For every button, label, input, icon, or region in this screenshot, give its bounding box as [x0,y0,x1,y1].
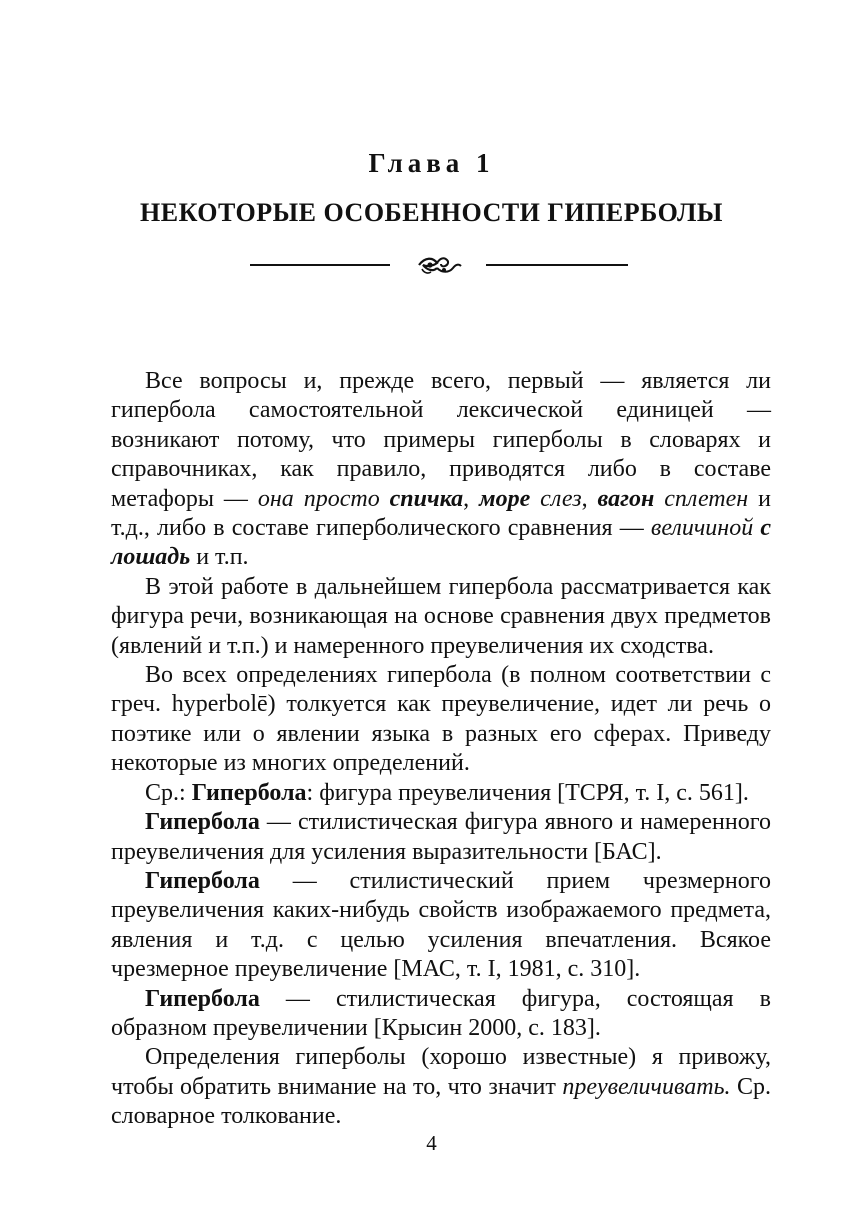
text-run: и т.п. [190,544,249,571]
text-run: Все вопросы и, прежде всего, первый — является ли гипербола самостоятельной лексической единицей — возникают потому, что примеры гиперболы в словарях и справочниках, как правило, приводятся либо в составе метафоры — [111,368,771,512]
example-bold-italic: вагон [597,485,655,512]
text-run: и т.д., либо в составе гиперболического сравнения — [111,485,771,542]
chapter-title: НЕКОТОРЫЕ ОСОБЕННОСТИ ГИПЕРБОЛЫ [140,198,723,227]
title-ornament [250,253,630,277]
example-italic: она просто [257,485,380,512]
definition-term: Гипербола [145,985,260,1012]
example-italic: преувеличивать. [562,1073,731,1100]
definition-text: : фигура преувеличения [ТСРЯ, т. I, с. 561]. [306,779,749,806]
example-italic: сплетен [664,485,749,512]
definition-text: — стилистический прием чрезмерного преувеличения каких-нибудь свойств изображаемого предмета, явления и т.д. с целью усиления впечатления. Всякое чрезмерное преувеличение [МАС, т. I, 1981, с. 310]. [111,867,771,983]
text-run: , [463,485,480,512]
example-bold-italic: спичка [389,485,464,512]
definition-text: — стилистическая фигура, состоящая в образном преувеличении [Крысин 2000, с. 183]. [111,985,771,1041]
greek-word: hyperbolē [171,691,268,718]
paragraph-3 [111,661,771,779]
paragraph-5 [111,808,771,867]
text-run [530,486,540,512]
definition-term: Гипербола [145,809,260,836]
body-text [111,367,771,1132]
text-run: Определения гиперболы (хорошо известные) я привожу, чтобы обратить внимание на то, что значит [111,1044,771,1100]
paragraph-2: В этой работе в дальнейшем гипербола рассматривается как фигура речи, возникающая на основе сравнения двух предметов (явлений и т.п.) и намеренного преувеличения их сходства. [111,573,771,659]
paragraph-4 [111,779,771,808]
paragraph-8 [111,1043,771,1131]
text-run: Ср.: [145,779,192,806]
example-bold-italic: с лошадь [111,515,772,571]
page-number: 4 [426,1131,437,1155]
definition-term: Гипербола [145,867,260,894]
paragraph-6 [111,867,771,985]
chapter-heading: Глава 1 [368,148,495,178]
example-italic: слез [540,485,582,512]
definition-term: Гипербола [191,779,307,806]
definition-text: — стилистическая фигура явного и намеренного преувеличения для усиления выразительности [БАС]. [111,809,771,865]
ornament-rule-left [250,264,390,266]
text-run: , [594,691,601,718]
text-run: ) толкуется как преувеличение [267,691,595,718]
text-run: идет ли речь о поэтике или о явлении языка в разных его сферах. Приведу некоторые из многих определений. [111,691,772,777]
text-run [654,486,664,512]
text-run [380,486,390,512]
example-bold-italic: море [479,485,531,512]
paragraph-1 [111,367,771,573]
paragraph-7 [111,985,771,1044]
fleuron-icon [416,253,462,277]
text-run: Ср. словарное толкование. [111,1073,772,1130]
example-italic: величиной [650,515,754,542]
ornament-rule-right [486,264,628,266]
text-run: Во всех определениях гипербола (в полном соответствии с греч. [111,662,771,718]
text-run: , [581,485,598,512]
